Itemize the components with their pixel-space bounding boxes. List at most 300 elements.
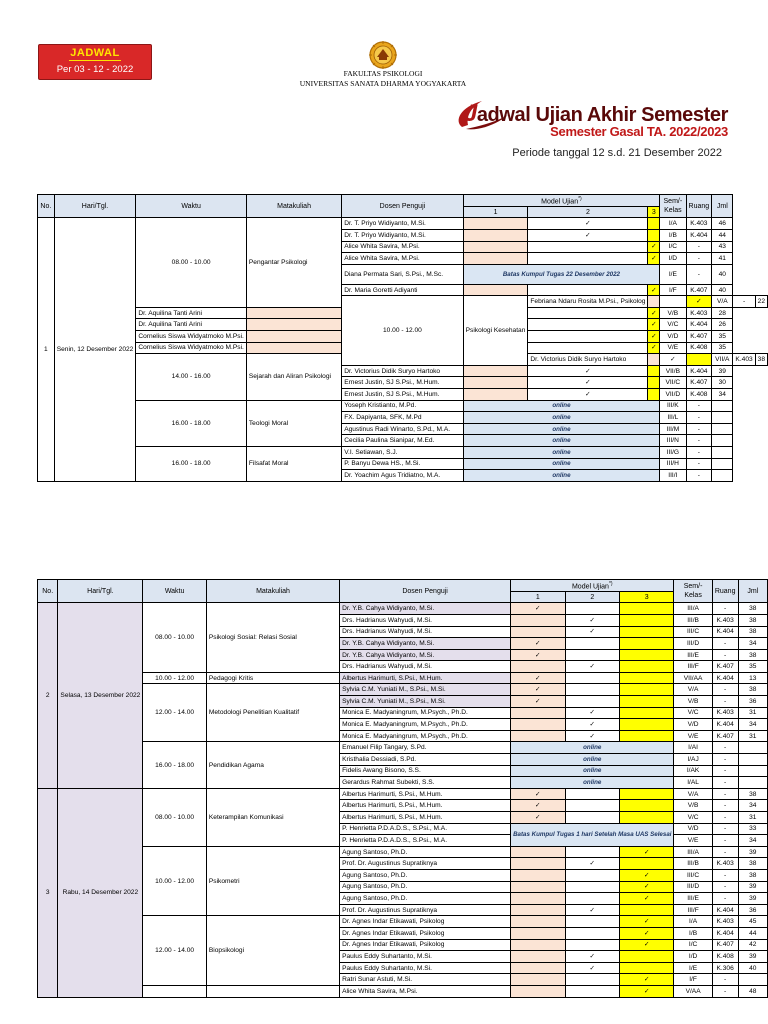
model-1-cell — [463, 377, 528, 389]
room: K.407 — [712, 730, 738, 742]
room: K.306 — [712, 962, 738, 974]
room: - — [712, 985, 738, 997]
room: K.403 — [686, 218, 712, 230]
participant-count: 30 — [712, 377, 733, 389]
model-2-cell — [528, 319, 648, 331]
exam-mode-online: online — [463, 412, 660, 424]
room: K.407 — [686, 331, 712, 343]
sem-kelas: V/C — [674, 707, 712, 719]
room: K.408 — [686, 389, 712, 401]
model-1-cell — [511, 869, 565, 881]
check-icon: ✓ — [585, 379, 591, 387]
sem-kelas: III/D — [674, 638, 712, 650]
examiner-name: Fidelis Awang Bisono, S.S. — [340, 765, 511, 777]
day-date: Senin, 12 Desember 2022 — [54, 218, 136, 481]
room: - — [712, 846, 738, 858]
exam-mode-online: online — [463, 400, 660, 412]
model-3-cell — [620, 696, 674, 708]
table-row — [38, 400, 768, 412]
check-icon: ✓ — [696, 298, 702, 306]
model-2-cell — [565, 927, 619, 939]
sem-kelas: I/C — [660, 241, 686, 253]
check-icon: ✓ — [535, 605, 541, 613]
model-2-cell — [565, 730, 619, 742]
participant-count: 13 — [738, 672, 767, 684]
badge-date: Per 03 - 12 - 2022 — [56, 64, 134, 75]
participant-count: 39 — [712, 365, 733, 377]
model-3-cell — [620, 614, 674, 626]
participant-count — [738, 777, 767, 789]
participant-count: 38 — [738, 684, 767, 696]
examiner-name: Drs. Hadrianus Wahyudi, M.Si. — [340, 626, 511, 638]
exam-mode-online: online — [511, 754, 674, 766]
check-icon: ✓ — [651, 344, 657, 352]
exam-time: 16.00 - 18.00 — [136, 447, 247, 482]
check-icon: ✓ — [589, 860, 596, 868]
examiner-name: Yoseph Kristianto, M.Pd. — [342, 400, 463, 412]
model-2-cell — [528, 342, 648, 354]
model-1-cell — [511, 626, 565, 638]
check-icon: ✓ — [589, 663, 596, 671]
room: - — [712, 835, 738, 847]
model-3-cell — [620, 812, 674, 824]
check-icon: ✓ — [643, 987, 650, 995]
exam-time — [143, 985, 207, 997]
model-3-cell — [620, 951, 674, 963]
faculty-name: FAKULTAS PSIKOLOGI — [343, 69, 423, 78]
participant-count: 22 — [755, 296, 767, 308]
header-matakuliah: Matakuliah — [246, 195, 341, 218]
model-3-cell — [620, 707, 674, 719]
sem-kelas: III/K — [660, 400, 686, 412]
model-3-cell — [620, 800, 674, 812]
header-no: No. — [38, 195, 55, 218]
examiner-name: Paulus Eddy Suhartanto, M.Si. — [340, 951, 511, 963]
model-1-cell — [463, 241, 528, 253]
course-name: Psikologi Kesehatan — [463, 296, 528, 366]
period-text: Periode tanggal 12 s.d. 21 Desember 2022 — [512, 147, 722, 159]
room: K.404 — [686, 229, 712, 241]
model-2-cell — [528, 389, 648, 401]
sem-kelas: I/C — [674, 939, 712, 951]
check-icon: ✓ — [589, 906, 596, 914]
model-3-cell — [620, 916, 674, 928]
room: - — [712, 638, 738, 650]
check-icon: ✓ — [651, 286, 657, 294]
model-3-cell — [648, 218, 660, 230]
room: - — [686, 423, 712, 435]
participant-count — [738, 974, 767, 986]
room: K.408 — [712, 951, 738, 963]
check-icon: ✓ — [535, 697, 541, 705]
sem-kelas: I/AJ — [674, 754, 712, 766]
table-row — [38, 684, 768, 696]
model-1-cell — [463, 365, 528, 377]
header-model-1: 1 — [463, 207, 528, 218]
model-1-cell — [511, 858, 565, 870]
model-1-cell — [246, 342, 341, 354]
header-matakuliah: Matakuliah — [206, 580, 339, 603]
model-2-cell — [565, 707, 619, 719]
check-icon: ✓ — [535, 802, 541, 810]
exam-mode-online: online — [463, 435, 660, 447]
examiner-name: Kristhalia Dessiadi, S.Pd. — [340, 754, 511, 766]
room: K.403 — [712, 916, 738, 928]
sem-kelas: V/A — [674, 788, 712, 800]
model-3-cell — [648, 253, 660, 265]
check-icon: ✓ — [589, 732, 596, 740]
model-2-cell — [528, 284, 648, 296]
participant-count: 39 — [738, 846, 767, 858]
sem-kelas: III/B — [674, 858, 712, 870]
room: K.407 — [686, 377, 712, 389]
participant-count: 39 — [738, 893, 767, 905]
examiner-name: Agung Santoso, Ph.D. — [340, 893, 511, 905]
model-3-cell — [620, 638, 674, 650]
participant-count: 44 — [712, 229, 733, 241]
sem-kelas: VII/AA — [674, 672, 712, 684]
model-3-cell — [620, 974, 674, 986]
examiner-name: Alice Whita Savira, M.Psi. — [342, 253, 463, 265]
model-3-cell — [620, 730, 674, 742]
examiner-name: Ernest Justin, SJ S.Psi., M.Hum. — [342, 377, 463, 389]
sem-kelas: V/B — [674, 800, 712, 812]
participant-count: 38 — [738, 626, 767, 638]
model-2-cell — [565, 800, 619, 812]
examiner-name: P. Henrietta P.D.A.D.S., S.Psi., M.A. — [340, 835, 511, 847]
model-3-cell — [648, 241, 660, 253]
exam-mode-online: online — [511, 765, 674, 777]
model-2-cell — [565, 649, 619, 661]
participant-count: 48 — [738, 985, 767, 997]
header-jml: Jml — [738, 580, 767, 603]
day-date: Selasa, 13 Desember 2022 — [58, 603, 143, 789]
room: - — [686, 412, 712, 424]
model-2-cell — [565, 985, 619, 997]
room: K.408 — [686, 342, 712, 354]
sem-kelas: I/A — [660, 218, 686, 230]
model-3-cell — [620, 962, 674, 974]
model-2-cell — [565, 951, 619, 963]
sem-kelas: III/E — [674, 649, 712, 661]
header-jml: Jml — [712, 195, 733, 218]
badge-title: JADWAL — [39, 47, 151, 59]
model-1-cell — [511, 893, 565, 905]
exam-mode-online: online — [463, 470, 660, 482]
model-3-cell — [620, 869, 674, 881]
participant-count: 39 — [738, 881, 767, 893]
check-icon: ✓ — [651, 332, 657, 340]
sem-kelas: III/A — [674, 603, 712, 615]
header-model-label: Model Ujian — [541, 198, 579, 206]
header-model-2: 2 — [565, 592, 619, 603]
room: - — [686, 400, 712, 412]
model-1-cell — [511, 603, 565, 615]
table-row — [38, 742, 768, 754]
check-icon: ✓ — [585, 367, 591, 375]
model-1-cell — [511, 730, 565, 742]
check-icon: ✓ — [589, 616, 596, 624]
room: - — [686, 447, 712, 459]
examiner-name: Ratri Sunar Astuti, M.Si. — [340, 974, 511, 986]
room: - — [686, 264, 712, 284]
examiner-name: Dr. Victorius Didik Suryo Hartoko — [528, 354, 648, 366]
room: - — [712, 788, 738, 800]
main-title-text: adwal Ujian Akhir Semester — [476, 104, 728, 126]
main-title-initial: J — [463, 100, 477, 127]
model-2-cell — [565, 661, 619, 673]
participant-count: 38 — [738, 603, 767, 615]
model-1-cell — [648, 296, 660, 308]
table-row — [38, 916, 768, 928]
course-name — [206, 985, 339, 997]
room: - — [686, 435, 712, 447]
check-icon: ✓ — [643, 894, 650, 902]
sem-kelas: I/E — [674, 962, 712, 974]
room: - — [686, 458, 712, 470]
examiner-name: Dr. Y.B. Cahya Widiyanto, M.Si. — [340, 603, 511, 615]
model-2-cell — [565, 603, 619, 615]
participant-count: 44 — [738, 927, 767, 939]
examiner-name: Prof. Dr. Augustinus Supratiknya — [340, 904, 511, 916]
model-2-cell — [660, 354, 686, 366]
model-2-cell — [565, 881, 619, 893]
examiner-name: Drs. Hadrianus Wahyudi, M.Si. — [340, 614, 511, 626]
check-icon: ✓ — [585, 220, 591, 228]
examiner-name: Paulus Eddy Suhartanto, M.Si. — [340, 962, 511, 974]
model-1-cell — [463, 218, 528, 230]
header-sem-kelas: Sem/- Kelas — [660, 195, 686, 218]
model-3-cell — [620, 603, 674, 615]
model-3-cell — [686, 296, 712, 308]
participant-count — [738, 765, 767, 777]
exam-time: 10.00 - 12.00 — [143, 846, 207, 916]
check-icon: ✓ — [643, 848, 650, 856]
examiner-name: Dr. Agnes Indar Etikawati, Psikolog — [340, 916, 511, 928]
sem-kelas: III/A — [674, 846, 712, 858]
model-1-cell — [648, 354, 660, 366]
examiner-name: Cecilia Paulina Sianipar, M.Ed. — [342, 435, 463, 447]
model-3-cell — [686, 354, 712, 366]
participant-count: 36 — [738, 904, 767, 916]
participant-count — [712, 447, 733, 459]
header-model-note: *) — [578, 196, 582, 202]
room: - — [686, 253, 712, 265]
participant-count: 31 — [738, 707, 767, 719]
exam-mode-online: online — [511, 777, 674, 789]
model-1-cell — [511, 916, 565, 928]
participant-count: 46 — [712, 218, 733, 230]
room: K.404 — [712, 904, 738, 916]
header-model-ujian — [511, 580, 674, 592]
sem-kelas: I/F — [674, 974, 712, 986]
participant-count: 40 — [712, 264, 733, 284]
sem-kelas: V/C — [660, 319, 686, 331]
model-2-cell — [528, 331, 648, 343]
room: - — [712, 684, 738, 696]
header-hari: Hari/Tgl. — [54, 195, 136, 218]
examiner-name: Febriana Ndaru Rosita M.Psi., Psikolog — [528, 296, 648, 308]
participant-count: 34 — [712, 389, 733, 401]
course-name: Teologi Moral — [246, 400, 341, 446]
model-3-cell — [648, 319, 660, 331]
model-3-cell — [620, 893, 674, 905]
check-icon: ✓ — [643, 918, 650, 926]
sem-kelas: V/D — [674, 719, 712, 731]
room: K.407 — [712, 661, 738, 673]
participant-count: 34 — [738, 638, 767, 650]
room: - — [712, 812, 738, 824]
room: - — [712, 800, 738, 812]
examiner-name: Dr. Y.B. Cahya Widiyanto, M.Si. — [340, 649, 511, 661]
sem-kelas: V/B — [660, 307, 686, 319]
room: - — [712, 893, 738, 905]
examiner-name: Dr. Victorius Didik Suryo Hartoko — [342, 365, 463, 377]
room: K.407 — [712, 939, 738, 951]
examiner-name: Albertus Harimurti, S.Psi., M.Hum. — [340, 800, 511, 812]
participant-count — [738, 742, 767, 754]
room: K.403 — [712, 614, 738, 626]
sem-kelas: I/B — [660, 229, 686, 241]
examiner-name: FX. Dapiyanta, SFK, M.Pd — [342, 412, 463, 424]
check-icon: ✓ — [670, 356, 676, 364]
header-model-ujian — [463, 195, 660, 207]
model-3-cell — [648, 389, 660, 401]
participant-count: 35 — [712, 331, 733, 343]
model-3-cell — [620, 846, 674, 858]
model-2-cell — [565, 869, 619, 881]
sem-kelas: V/A — [712, 296, 733, 308]
room: - — [712, 823, 738, 835]
course-name: Filsafat Moral — [246, 447, 341, 482]
model-3-cell — [620, 672, 674, 684]
check-icon: ✓ — [589, 709, 596, 717]
model-3-cell — [648, 377, 660, 389]
model-1-cell — [511, 846, 565, 858]
model-2-cell — [528, 241, 648, 253]
participant-count: 39 — [738, 951, 767, 963]
participant-count: 42 — [738, 939, 767, 951]
model-2-cell — [565, 614, 619, 626]
examiner-name: Albertus Harimurti, S.Psi., M.Hum. — [340, 788, 511, 800]
room: K.403 — [733, 354, 755, 366]
exam-time: 16.00 - 18.00 — [136, 400, 247, 446]
room: K.404 — [686, 319, 712, 331]
model-1-cell — [511, 927, 565, 939]
room: - — [712, 777, 738, 789]
participant-count — [712, 412, 733, 424]
room: K.404 — [712, 672, 738, 684]
model-1-cell — [511, 951, 565, 963]
examiner-name: P. Henrietta P.D.A.D.S., S.Psi., M.A. — [340, 823, 511, 835]
examiner-name: Dr. Aquilina Tanti Arini — [136, 307, 247, 319]
model-1-cell — [511, 800, 565, 812]
examiner-name: Agustinus Radi Winarto, S.Pd., M.A. — [342, 423, 463, 435]
sem-kelas: III/M — [660, 423, 686, 435]
participant-count: 33 — [738, 823, 767, 835]
university-seal-icon — [368, 40, 398, 70]
model-1-cell — [511, 707, 565, 719]
course-name: Psikologi Sosial: Relasi Sosial — [206, 603, 339, 673]
table-row — [38, 447, 768, 459]
sem-kelas: III/E — [674, 893, 712, 905]
model-2-cell — [528, 377, 648, 389]
model-1-cell — [511, 614, 565, 626]
check-icon: ✓ — [589, 952, 596, 960]
participant-count — [712, 423, 733, 435]
course-name: Psikometri — [206, 846, 339, 916]
participant-count: 40 — [712, 284, 733, 296]
sem-kelas: I/AK — [674, 765, 712, 777]
model-1-cell — [511, 684, 565, 696]
model-1-cell — [511, 672, 565, 684]
room: - — [712, 696, 738, 708]
header-model-note: *) — [608, 581, 613, 587]
model-1-cell — [511, 696, 565, 708]
model-1-cell — [511, 661, 565, 673]
participant-count — [738, 754, 767, 766]
examiner-name: Sylvia C.M. Yuniati M., S.Psi., M.Si. — [340, 684, 511, 696]
sem-kelas: III/G — [660, 447, 686, 459]
exam-time: 08.00 - 10.00 — [143, 603, 207, 673]
sem-kelas: III/I — [660, 470, 686, 482]
sem-kelas: III/F — [674, 661, 712, 673]
exam-time: 08.00 - 10.00 — [143, 788, 207, 846]
examiner-name: Diana Permata Sari, S.Psi., M.Sc. — [342, 264, 463, 284]
room: K.403 — [712, 707, 738, 719]
model-3-cell — [648, 307, 660, 319]
model-2-cell — [565, 974, 619, 986]
sem-kelas: V/B — [674, 696, 712, 708]
header-ruang: Ruang — [712, 580, 738, 603]
model-3-cell — [648, 365, 660, 377]
exam-mode-online: online — [463, 458, 660, 470]
room: K.404 — [712, 719, 738, 731]
room: - — [712, 649, 738, 661]
examiner-name: Dr. Agnes Indar Etikawati, Psikolog — [340, 927, 511, 939]
check-icon: ✓ — [535, 790, 541, 798]
examiner-name: P. Banyu Dewa HS., M.Si. — [342, 458, 463, 470]
table-row — [38, 672, 768, 684]
sem-kelas: III/D — [674, 881, 712, 893]
check-icon: ✓ — [585, 390, 591, 398]
semester-subtitle: Semester Gasal TA. 2022/2023 — [550, 124, 728, 139]
model-1-cell — [511, 939, 565, 951]
schedule-table-2 — [37, 579, 768, 998]
exam-time: 10.00 - 12.00 — [342, 296, 463, 366]
model-2-cell — [528, 229, 648, 241]
model-2-cell — [528, 307, 648, 319]
course-name: Metodologi Penelitian Kualitatif — [206, 684, 339, 742]
check-icon: ✓ — [535, 651, 541, 659]
participant-count: 38 — [738, 649, 767, 661]
course-name: Pedagogi Kritis — [206, 672, 339, 684]
room: - — [712, 881, 738, 893]
room: - — [686, 470, 712, 482]
check-icon: ✓ — [589, 628, 596, 636]
participant-count — [712, 470, 733, 482]
check-icon: ✓ — [643, 941, 650, 949]
header-waktu: Waktu — [143, 580, 207, 603]
model-3-cell — [648, 331, 660, 343]
model-3-cell — [620, 927, 674, 939]
table-row — [38, 788, 768, 800]
participant-count: 38 — [738, 858, 767, 870]
model-3-cell — [620, 684, 674, 696]
participant-count: 38 — [755, 354, 767, 366]
sem-kelas: VII/B — [660, 365, 686, 377]
course-name: Pendidikan Agama — [206, 742, 339, 788]
